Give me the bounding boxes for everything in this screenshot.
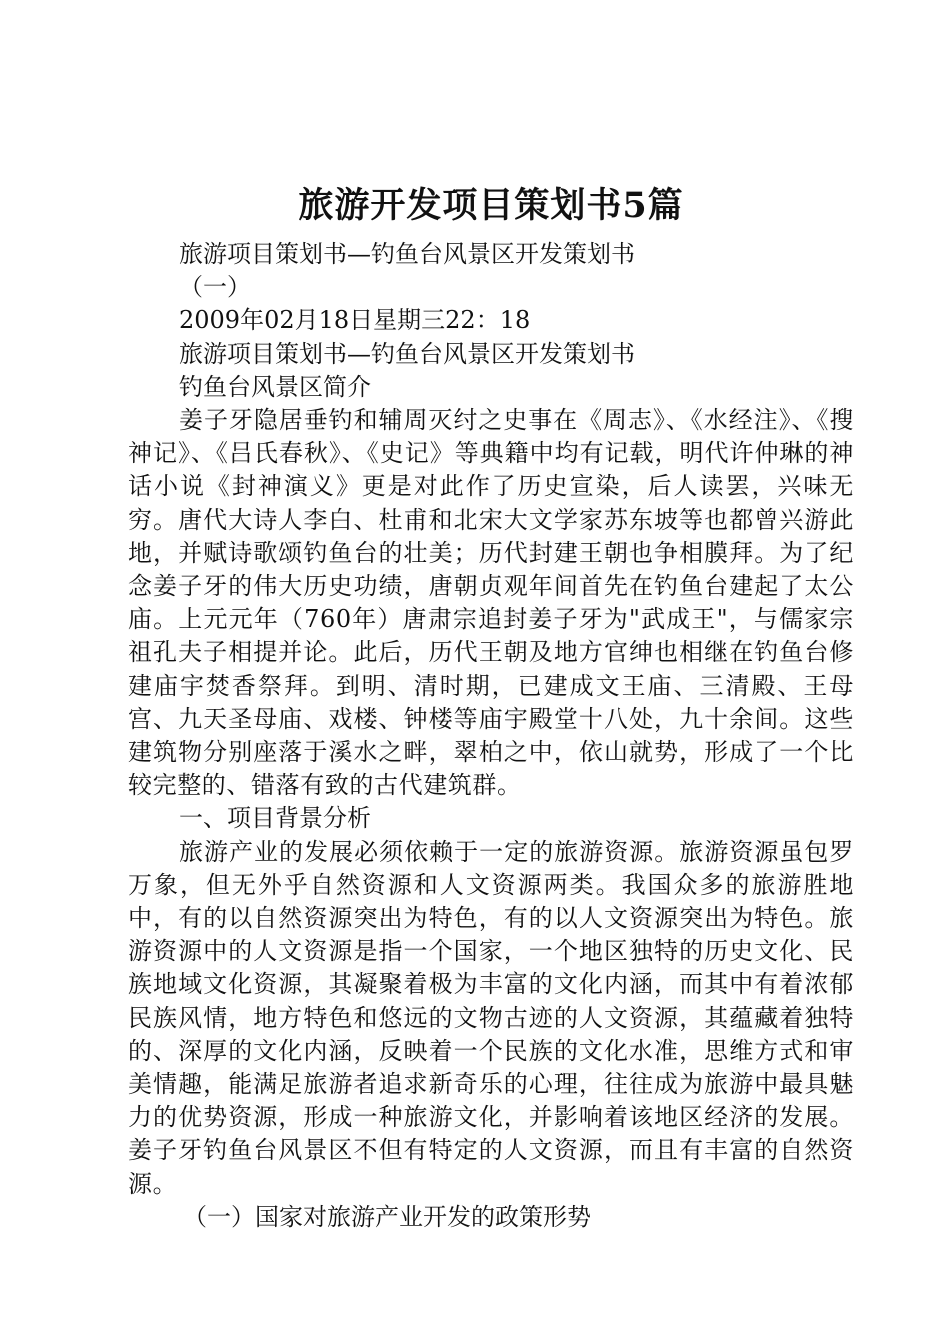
document-page [128, 180, 854, 1234]
intro-paragraph: 姜子牙隐居垂钓和辅周灭纣之史事在《周志》、《水经注》、《搜神记》、《吕氏春秋》、《史记》等典籍中均有记载，明代许仲琳的神话小说《封神演义》更是对此作了历史宣染，后人读罢，兴味无穷。唐代大诗人李白、杜甫和北宋大文学家苏东坡等也都曾兴游此地，并赋诗歌颂钓鱼台的壮美；历代封建王朝也争相膜拜。为了纪念姜子牙的伟大历史功绩，唐朝贞观年间首先在钓鱼台建起了太公庙。上元元年（760年）唐肃宗追封姜子牙为"武成王"，与儒家宗祖孔夫子相提并论。此后，历代王朝及地方官绅也相继在钓鱼台修建庙宇焚香祭拜。到明、清时期，已建成文王庙、三清殿、王母宫、九天圣母庙、戏楼、钟楼等庙宇殿堂十八处，九十余间。这些建筑物分别座落于溪水之畔，翠柏之中，依山就势，形成了一个比较完整的、错落有致的古代建筑群。 [128, 406, 854, 800]
intro-heading: 钓鱼台风景区简介 [179, 372, 371, 401]
background-paragraph: 旅游产业的发展必须依赖于一定的旅游资源。旅游资源虽包罗万象，但无外乎自然资源和人文资源两类。我国众多的旅游胜地中，有的以自然资源突出为特色，有的以人文资源突出为特色。旅游资源中的人文资源是指一个国家，一个地区独特的历史文化、民族地域文化资源，其凝聚着极为丰富的文化内涵，而其中有着浓郁民族风情，地方特色和悠远的文物古迹的人文资源，其蕴藏着独特的、深厚的文化内涵，反映着一个民族的文化水准，思维方式和审美情趣，能满足旅游者追求新奇乐的心理，往往成为旅游中最具魅力的优势资源，形成一种旅游文化，并影响着该地区经济的发展。姜子牙钓鱼台风景区不但有特定的人文资源，而且有丰富的自然资源。 [128, 837, 854, 1198]
section-heading: 一、项目背景分析 [179, 804, 371, 833]
date-line: 2009年02月18日星期三22：18 [179, 306, 531, 335]
subtitle-line: 旅游项目策划书—钓鱼台风景区开发策划书 [179, 240, 635, 268]
part-marker: （一） [179, 273, 251, 302]
subsection-heading: （一）国家对旅游产业开发的政策形势 [183, 1202, 591, 1231]
document-title: 旅游开发项目策划书5篇 [298, 185, 684, 226]
subtitle-repeat-line: 旅游项目策划书—钓鱼台风景区开发策划书 [179, 339, 635, 368]
